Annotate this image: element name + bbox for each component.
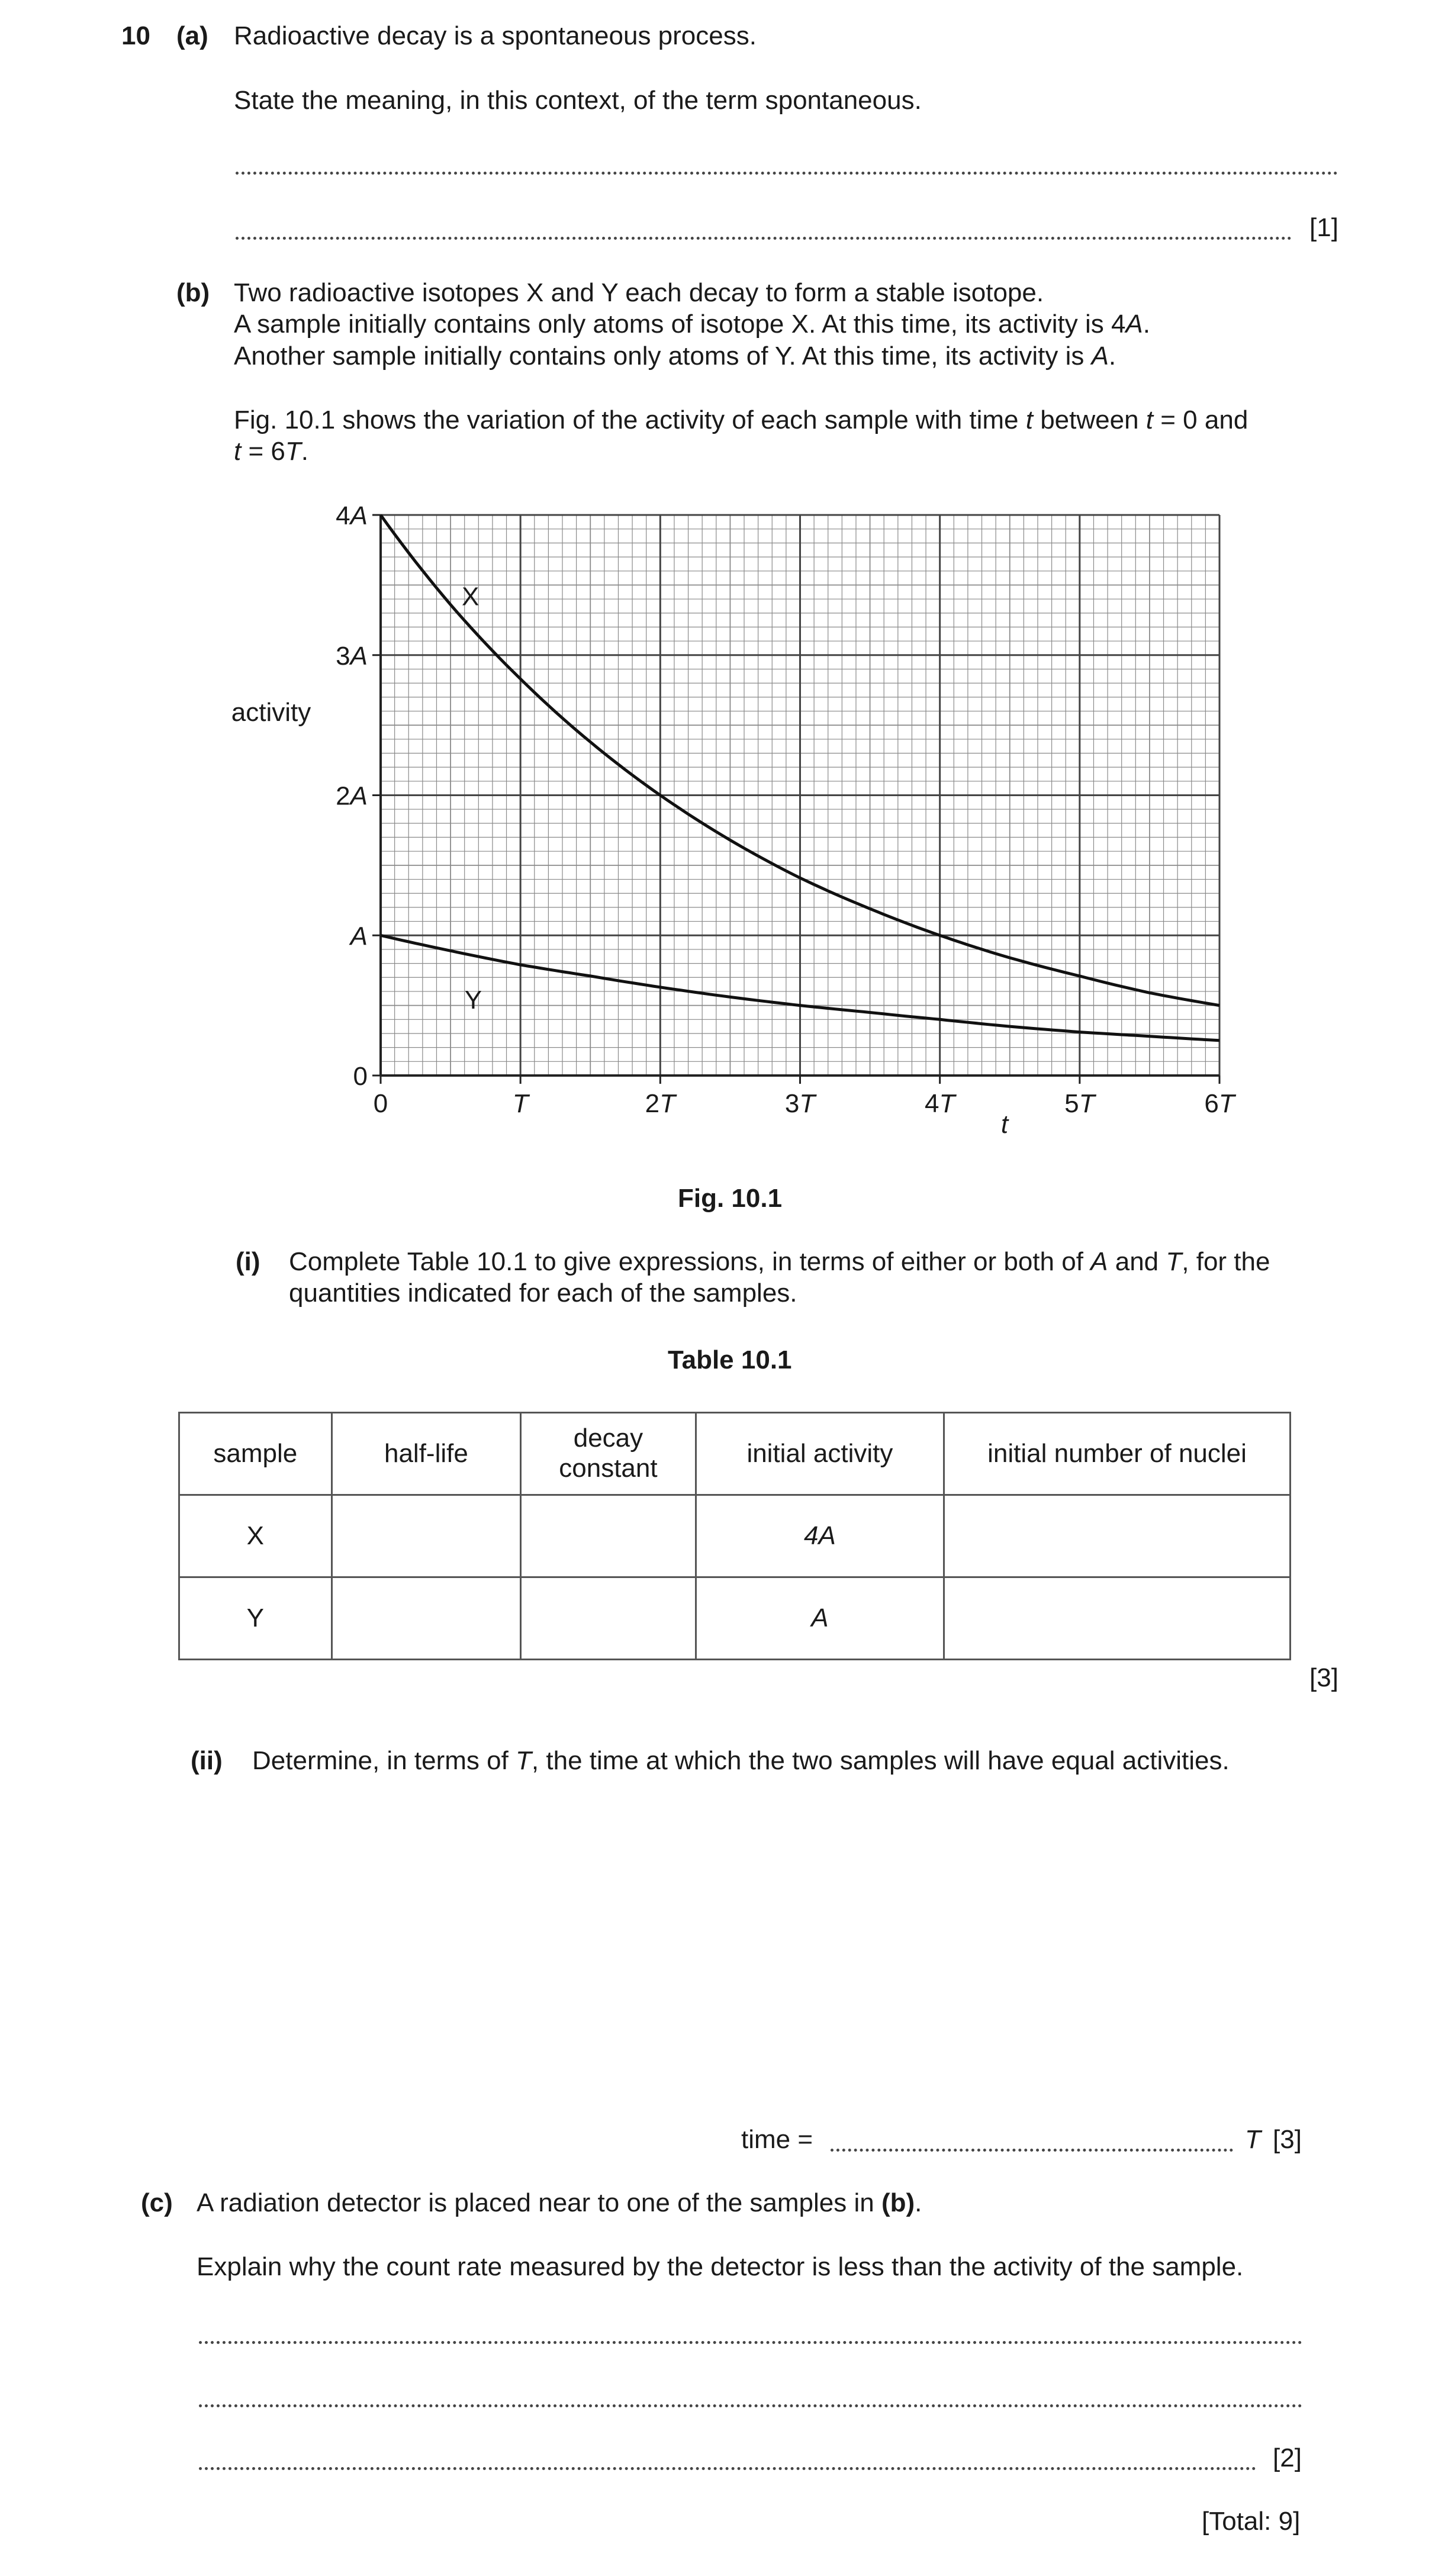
graph-axis-ticks [372, 515, 1219, 1084]
answer-line-c1[interactable] [199, 2341, 1302, 2344]
time-answer-unit: T [1245, 2125, 1261, 2154]
sub-i-label: (i) [236, 1247, 260, 1276]
part-b-line3: Another sample initially contains only atoms of Y. At this time, its activity is A. [234, 342, 1116, 371]
y-tick-label: 4A [336, 501, 368, 530]
part-c-prompt: Explain why the count rate measured by the detector is less than the activity of the sample. [197, 2252, 1244, 2281]
sub-ii-marks: [3] [1273, 2125, 1302, 2154]
cell-initial-nuclei-y[interactable] [944, 1577, 1291, 1660]
part-a-prompt: State the meaning, in this context, of the term spontaneous. [234, 86, 922, 115]
header-initial-activity: initial activity [696, 1413, 944, 1495]
table-title: Table 10.1 [668, 1345, 792, 1374]
x-tick-label: 0 [373, 1089, 388, 1118]
cell-half-life-x[interactable] [332, 1495, 520, 1577]
part-c-marks: [2] [1273, 2443, 1302, 2472]
x-tick-label: 6T [1204, 1089, 1235, 1118]
header-half-life: half-life [332, 1413, 520, 1495]
cell-half-life-y[interactable] [332, 1577, 520, 1660]
table-row [179, 1577, 1291, 1660]
sub-ii-label: (ii) [191, 1746, 223, 1775]
cell-initial-activity-y: A [696, 1577, 944, 1660]
part-b-line2: A sample initially contains only atoms of isotope X. At this time, its activity is 4A. [234, 310, 1151, 339]
x-tick-label: T [512, 1089, 529, 1118]
answer-line-c3[interactable] [199, 2467, 1256, 2470]
part-c-line1: A radiation detector is placed near to one of the samples in (b). [197, 2188, 922, 2217]
total-marks: [Total: 9] [1202, 2507, 1301, 2536]
x-tick-label: 3T [784, 1089, 816, 1118]
part-a-label: (a) [176, 21, 208, 50]
x-tick-label: 2T [645, 1089, 676, 1118]
y-tick-label: 0 [353, 1062, 368, 1091]
answer-line-c2[interactable] [199, 2404, 1302, 2407]
cell-sample-x: X [179, 1495, 332, 1577]
time-answer-line[interactable] [831, 2149, 1233, 2152]
y-tick-label: 3A [336, 641, 368, 671]
cell-decay-constant-y[interactable] [521, 1577, 696, 1660]
sub-i-line2: quantities indicated for each of the samples. [289, 1279, 797, 1308]
table-10-1 [178, 1412, 1291, 1660]
cell-sample-y: Y [179, 1577, 332, 1660]
cell-initial-activity-x: 4A [696, 1495, 944, 1577]
sub-i-marks: [3] [1309, 1663, 1338, 1692]
sub-ii-text: Determine, in terms of T, the time at which the two samples will have equal activities. [252, 1746, 1230, 1775]
fig-intro-line1: Fig. 10.1 shows the variation of the activity of each sample with time t between t = 0 and [234, 405, 1248, 434]
decay-graph [0, 0, 1432, 1184]
question-number: 10 [121, 21, 150, 50]
x-tick-label: 4T [924, 1089, 955, 1118]
part-a-intro: Radioactive decay is a spontaneous process. [234, 21, 757, 50]
part-b-label: (b) [176, 278, 210, 307]
part-c-label: (c) [141, 2188, 173, 2217]
header-decay-constant: decay constant [521, 1413, 696, 1495]
x-axis-label: t [1000, 1110, 1009, 1139]
cell-initial-nuclei-x[interactable] [944, 1495, 1291, 1577]
y-tick-label: 2A [336, 781, 368, 811]
table-row [179, 1495, 1291, 1577]
y-tick-label: A [350, 922, 368, 951]
fig-intro-line2: t = 6T. [234, 437, 308, 466]
x-tick-label: 5T [1064, 1089, 1095, 1118]
cell-decay-constant-x[interactable] [521, 1495, 696, 1577]
y-axis-label: activity [231, 698, 311, 727]
fig-caption: Fig. 10.1 [678, 1184, 783, 1213]
part-a-marks: [1] [1309, 213, 1338, 242]
sub-i-line1: Complete Table 10.1 to give expressions, in terms of either or both of A and T, for the [289, 1247, 1270, 1276]
header-sample: sample [179, 1413, 332, 1495]
header-initial-nuclei: initial number of nuclei [944, 1413, 1291, 1495]
part-b-line1: Two radioactive isotopes X and Y each decay to form a stable isotope. [234, 278, 1044, 307]
table-header-row [179, 1413, 1291, 1495]
curve-label-y: Y [464, 986, 482, 1015]
curve-label-x: X [462, 582, 480, 611]
time-answer-label: time = [741, 2125, 813, 2154]
